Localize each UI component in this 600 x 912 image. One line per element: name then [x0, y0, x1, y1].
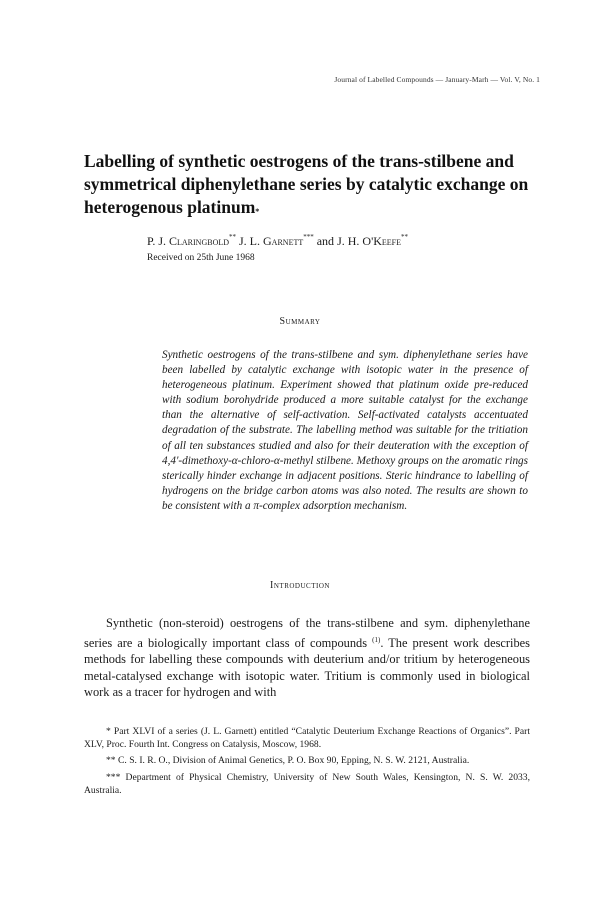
introduction-text-part: Synthetic (non-steroid) oestrogens of the trans-stilbene and sym. diphenylethane series are a biologically important class of compounds: [84, 616, 530, 650]
footnote: *** Department of Physical Chemistry, University of New South Wales, Kensington, N. S. W. 2033, Australia.: [84, 771, 530, 796]
footnote: * Part XLVI of a series (J. L. Garnett) entitled “Catalytic Deuterium Exchange Reactions of Organics”. Part XLV, Proc. Fourth Int. Congress on Catalysis, Moscow, 1968.: [84, 726, 530, 751]
footnote: ** C. S. I. R. O., Division of Animal Genetics, P. O. Box 90, Epping, N. S. W. 2121, Australia.: [106, 755, 470, 767]
author-name: P. J. Claringbold: [147, 234, 230, 248]
author-affiliation-mark: ***: [303, 233, 314, 241]
author-affiliation-mark: **: [229, 233, 237, 241]
citation-ref: (1): [372, 635, 381, 644]
title-text: Labelling of synthetic oestrogens of the trans-stilbene and symmetrical diphenylethane series by catalytic exchange on heterogenous platinum: [84, 151, 529, 217]
author-list: [147, 234, 408, 249]
title-footnote-mark: *: [255, 207, 260, 216]
footnotes: [84, 725, 530, 797]
introduction-text-part: . The present work describes methods for labelling these compounds with deuterium and/or tritium by heterogeneous metal-catalysed exchange with isotopic water. Tritium is commonly used in biological work as a tracer for hydrogen and with: [84, 635, 530, 700]
author-affiliation-mark: **: [401, 233, 409, 241]
summary-text: Synthetic oestrogens of the trans-stilbene and sym. diphenylethane series have been labelled by catalytic exchange with isotopic water in the presence of heterogeneous platinum. Experiment showed that platinum oxide pre-reduced with sodium borohydride produced a more suitable catalyst for the exchange than the alternative of self-activation. Self-activated catalysts accentuated degradation of the substrate. The labelling method was suitable for the tritiation of all ten substances studied and also for their deuteration with the exception of 4,4'-dimethoxy-α-chloro-α-methyl stilbene. Methoxy groups on the aromatic rings sterically hinder exchange in adjacent positions. Steric hindrance to labelling of hydrogens on the bridge carbon atoms was also noted. The results are shown to be consistent with a π-complex adsorption mechanism.: [162, 349, 528, 512]
received-date: Received on 25th June 1968: [147, 253, 255, 263]
author-name: J. L. Garnett: [239, 234, 304, 248]
author-conjunction: and: [316, 234, 335, 248]
introduction-text: [84, 615, 530, 701]
summary-heading: Summary: [279, 316, 321, 327]
author-name: J. H. O'Keefe: [337, 234, 402, 248]
introduction-heading: Introduction: [270, 580, 330, 591]
running-head: Journal of Labelled Compounds — January-Marh — Vol. V, No. 1: [334, 75, 540, 84]
paper-title: [84, 150, 554, 219]
